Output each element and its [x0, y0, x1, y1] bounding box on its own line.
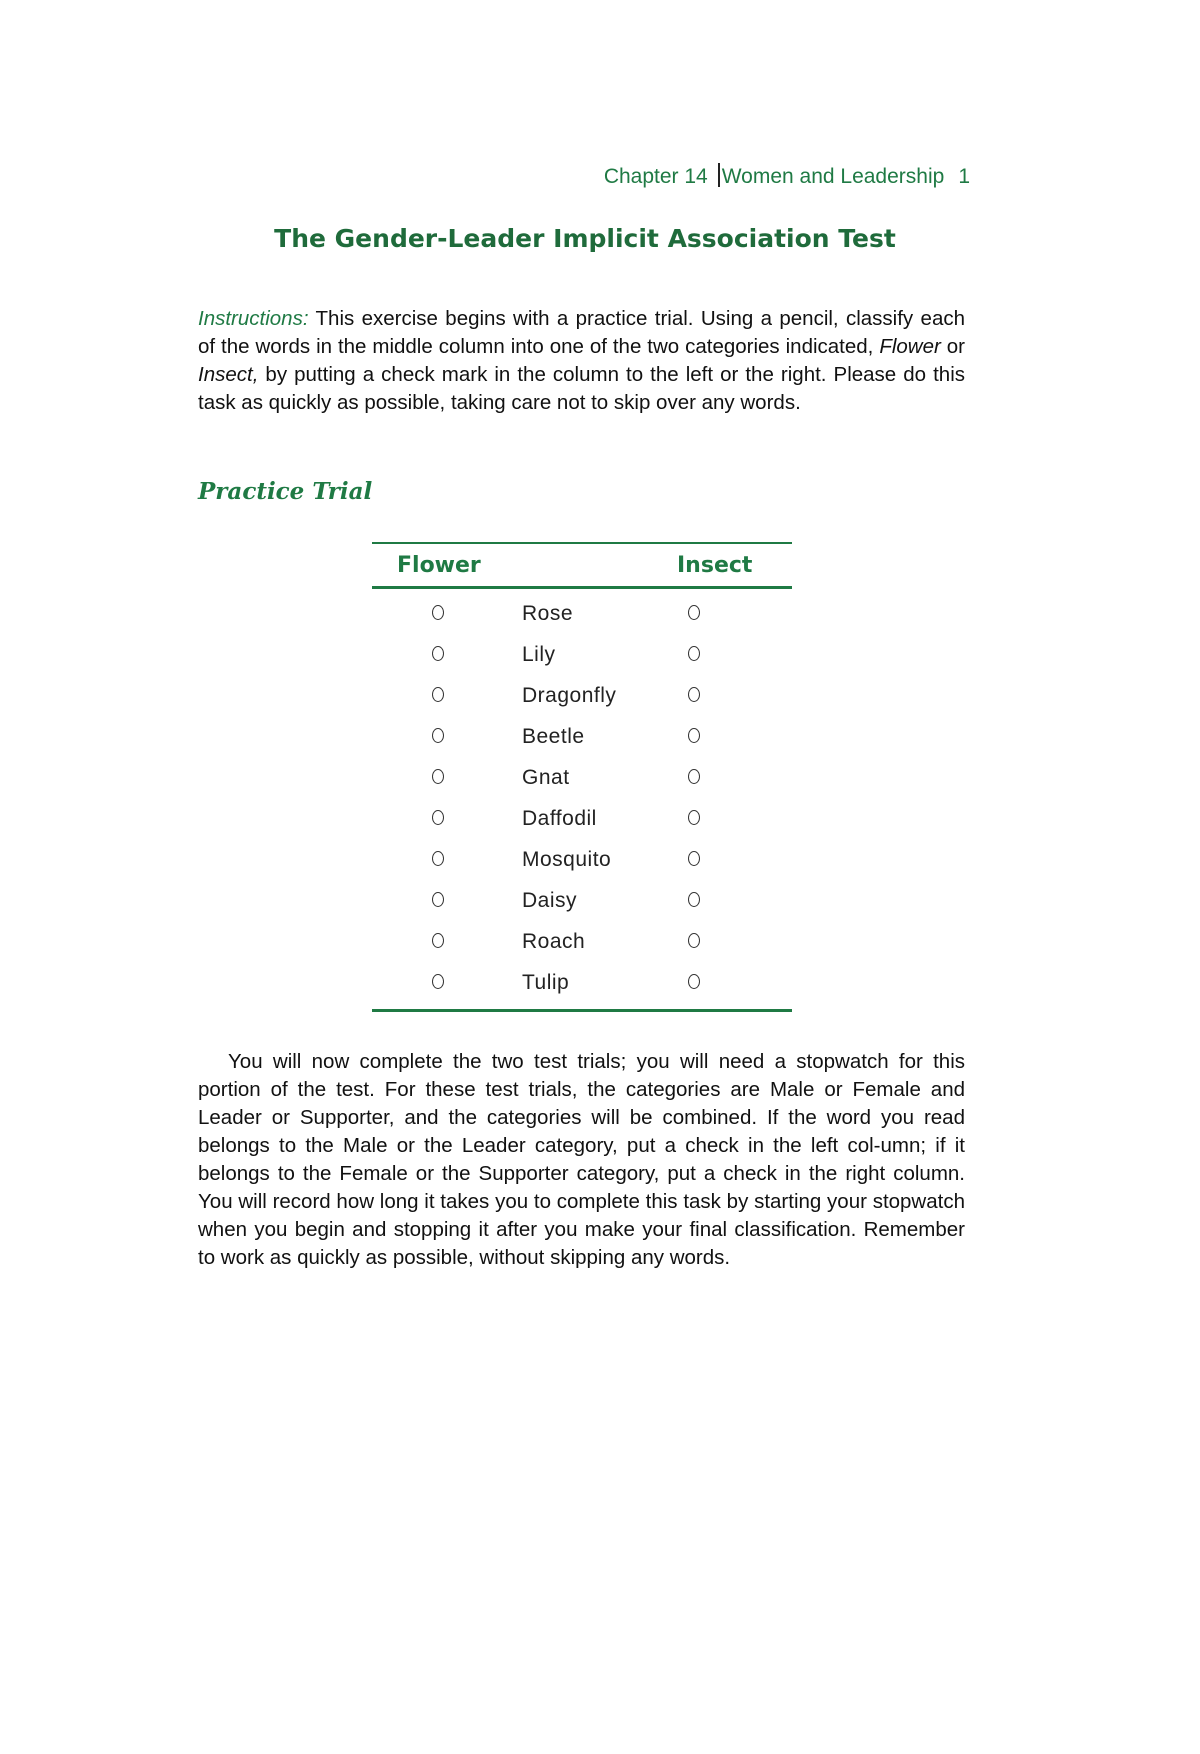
stimulus-word: Lily: [522, 642, 556, 666]
instructions-text-2: by putting a check mark in the column to the left or the right. Please do this task as quickly as possible, taking care not to skip over any words.: [198, 362, 965, 414]
instructions-paragraph: [198, 305, 965, 417]
chapter-title: Women and Leadership: [721, 165, 945, 188]
table-row: [372, 757, 792, 798]
document-title: The Gender-Leader Implicit Association Test: [274, 224, 896, 253]
insect-check-circle-icon[interactable]: [688, 605, 700, 620]
insect-check-circle-icon[interactable]: [688, 974, 700, 989]
page-number: 1: [958, 165, 970, 188]
column-header-flower: Flower: [397, 552, 481, 578]
flower-check-circle-icon[interactable]: [432, 687, 444, 702]
flower-check-circle-icon[interactable]: [432, 810, 444, 825]
insect-check-cell: [688, 930, 700, 954]
insect-check-cell: [688, 725, 700, 749]
instructions-text-1: This exercise begins with a practice trial. Using a pencil, classify each of the words in the middle column into one of the two categories indicated,: [198, 306, 965, 358]
flower-check-circle-icon[interactable]: [432, 646, 444, 661]
flower-check-circle-icon[interactable]: [432, 728, 444, 743]
flower-check-circle-icon[interactable]: [432, 605, 444, 620]
flower-check-cell: [372, 602, 518, 626]
chapter-label: Chapter 14: [603, 165, 708, 188]
flower-check-circle-icon[interactable]: [432, 769, 444, 784]
insect-check-circle-icon[interactable]: [688, 687, 700, 702]
table-row: [372, 839, 792, 880]
insect-check-cell: [688, 848, 700, 872]
insect-check-cell: [688, 602, 700, 626]
insect-check-circle-icon[interactable]: [688, 892, 700, 907]
stimulus-word: Mosquito: [522, 847, 612, 871]
flower-check-cell: [372, 971, 518, 995]
insect-check-cell: [688, 684, 700, 708]
test-trials-paragraph: You will now complete the two test trials; you will need a stopwatch for this portion of the test. For these test trials, the categories are Male or Female and Leader or Supporter, and the categories will be combined. If the word you read belongs to the Male or the Leader category, put a check in the left col-umn; if it belongs to the Female or the Supporter category, put a check in the right column. You will record how long it takes you to complete this task by starting your stopwatch when you begin and stopping it after you make your final classification. Remember to work as quickly as possible, without skipping any words.: [198, 1049, 965, 1269]
table-row: [372, 716, 792, 757]
instructions-lead: Instructions:: [198, 306, 309, 330]
flower-check-cell: [372, 848, 518, 872]
flower-check-cell: [372, 684, 518, 708]
insect-check-circle-icon[interactable]: [688, 728, 700, 743]
table-row: [372, 798, 792, 839]
flower-check-circle-icon[interactable]: [432, 933, 444, 948]
flower-check-cell: [372, 725, 518, 749]
instructions-flower: Flower: [879, 334, 941, 358]
section-heading: Practice Trial: [198, 478, 373, 505]
table-header: [372, 544, 792, 589]
table-row: [372, 675, 792, 716]
stimulus-word: Daffodil: [522, 806, 597, 830]
stimulus-word: Beetle: [522, 724, 585, 748]
insect-check-circle-icon[interactable]: [688, 851, 700, 866]
flower-check-circle-icon[interactable]: [432, 892, 444, 907]
stimulus-word: Gnat: [522, 765, 570, 789]
insect-check-circle-icon[interactable]: [688, 810, 700, 825]
stimulus-word: Tulip: [522, 970, 570, 994]
running-header: [604, 163, 970, 189]
flower-check-cell: [372, 766, 518, 790]
flower-check-cell: [372, 807, 518, 831]
table-row: [372, 962, 792, 1003]
table-row: [372, 634, 792, 675]
insect-check-cell: [688, 889, 700, 913]
table-row: [372, 921, 792, 962]
insect-check-circle-icon[interactable]: [688, 933, 700, 948]
flower-check-cell: [372, 889, 518, 913]
insect-check-cell: [688, 643, 700, 667]
stimulus-word: Dragonfly: [522, 683, 617, 707]
flower-check-circle-icon[interactable]: [432, 974, 444, 989]
instructions-insect: Insect,: [198, 362, 259, 386]
flower-check-cell: [372, 643, 518, 667]
insect-check-circle-icon[interactable]: [688, 646, 700, 661]
table-row: [372, 880, 792, 921]
insect-check-cell: [688, 807, 700, 831]
flower-check-circle-icon[interactable]: [432, 851, 444, 866]
stimulus-word: Rose: [522, 601, 574, 625]
insect-check-circle-icon[interactable]: [688, 769, 700, 784]
table-body: [372, 589, 792, 1009]
flower-check-cell: [372, 930, 518, 954]
table-row: [372, 593, 792, 634]
insect-check-cell: [688, 766, 700, 790]
header-separator: [718, 163, 720, 187]
stimulus-word: Daisy: [522, 888, 578, 912]
stimulus-word: Roach: [522, 929, 586, 953]
column-header-insect: Insect: [677, 552, 753, 578]
instructions-or: or: [940, 334, 965, 358]
insect-check-cell: [688, 971, 700, 995]
practice-trial-table: [372, 542, 792, 1012]
